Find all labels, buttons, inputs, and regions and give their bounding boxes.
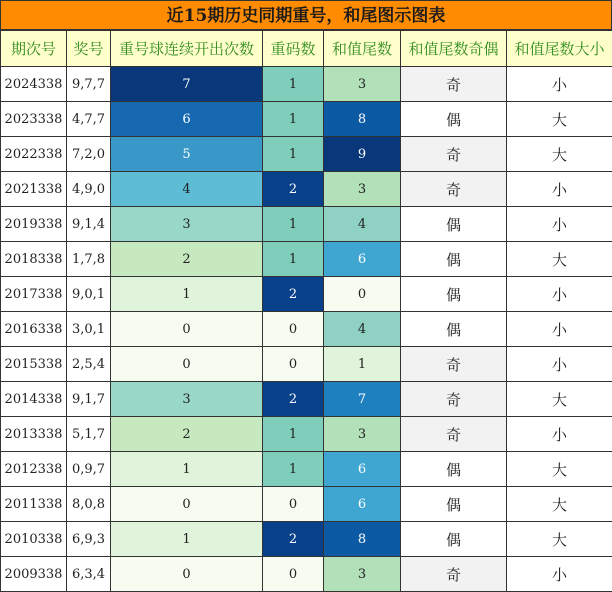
cell-tail: 9 [324, 137, 401, 172]
cell-numbers: 4,9,0 [67, 172, 111, 207]
cell-tail: 6 [324, 242, 401, 277]
table-row [1, 137, 612, 172]
cell-numbers: 9,1,7 [67, 382, 111, 417]
cell-parity: 奇 [401, 172, 507, 207]
cell-period: 2016338 [1, 312, 67, 347]
cell-parity: 奇 [401, 137, 507, 172]
table-row [1, 102, 612, 137]
cell-period: 2015338 [1, 347, 67, 382]
cell-size: 大 [507, 452, 612, 487]
cell-period: 2023338 [1, 102, 67, 137]
cell-parity: 偶 [401, 522, 507, 557]
cell-numbers: 5,1,7 [67, 417, 111, 452]
cell-period: 2011338 [1, 487, 67, 522]
header-repeat: 重码数 [263, 31, 324, 67]
cell-period: 2012338 [1, 452, 67, 487]
table-row [1, 67, 612, 102]
header-numbers: 奖号 [67, 31, 111, 67]
cell-size: 小 [507, 207, 612, 242]
cell-numbers: 8,0,8 [67, 487, 111, 522]
cell-repeat: 0 [263, 312, 324, 347]
cell-repeat: 1 [263, 102, 324, 137]
table-body [1, 67, 612, 592]
cell-repeat: 0 [263, 557, 324, 592]
cell-numbers: 6,3,4 [67, 557, 111, 592]
cell-consecutive: 2 [111, 417, 263, 452]
header-row [1, 31, 612, 67]
page-title: 近15期历史同期重号，和尾图示图表 [0, 0, 612, 30]
cell-period: 2013338 [1, 417, 67, 452]
cell-period: 2018338 [1, 242, 67, 277]
header-consecutive: 重号球连续开出次数 [111, 31, 263, 67]
cell-repeat: 1 [263, 417, 324, 452]
cell-parity: 奇 [401, 417, 507, 452]
cell-numbers: 9,0,1 [67, 277, 111, 312]
table-row [1, 312, 612, 347]
cell-consecutive: 7 [111, 67, 263, 102]
table-row [1, 522, 612, 557]
cell-consecutive: 1 [111, 277, 263, 312]
cell-tail: 6 [324, 487, 401, 522]
table-row [1, 207, 612, 242]
cell-consecutive: 2 [111, 242, 263, 277]
cell-size: 小 [507, 312, 612, 347]
cell-tail: 8 [324, 102, 401, 137]
cell-numbers: 1,7,8 [67, 242, 111, 277]
cell-parity: 偶 [401, 102, 507, 137]
table-row [1, 487, 612, 522]
cell-tail: 6 [324, 452, 401, 487]
cell-size: 大 [507, 137, 612, 172]
cell-numbers: 7,2,0 [67, 137, 111, 172]
cell-parity: 奇 [401, 67, 507, 102]
cell-tail: 4 [324, 207, 401, 242]
cell-repeat: 1 [263, 67, 324, 102]
cell-parity: 奇 [401, 382, 507, 417]
table-header [1, 31, 612, 67]
table-row [1, 277, 612, 312]
cell-period: 2009338 [1, 557, 67, 592]
header-parity: 和值尾数奇偶 [401, 31, 507, 67]
cell-consecutive: 1 [111, 522, 263, 557]
header-tail: 和值尾数 [324, 31, 401, 67]
cell-consecutive: 0 [111, 487, 263, 522]
cell-numbers: 4,7,7 [67, 102, 111, 137]
table-row [1, 172, 612, 207]
table-row [1, 417, 612, 452]
table-row [1, 242, 612, 277]
table-row [1, 452, 612, 487]
cell-parity: 奇 [401, 557, 507, 592]
cell-tail: 3 [324, 172, 401, 207]
cell-repeat: 2 [263, 277, 324, 312]
cell-tail: 3 [324, 557, 401, 592]
cell-period: 2019338 [1, 207, 67, 242]
cell-tail: 3 [324, 417, 401, 452]
cell-size: 大 [507, 382, 612, 417]
cell-parity: 偶 [401, 207, 507, 242]
cell-repeat: 1 [263, 137, 324, 172]
cell-consecutive: 3 [111, 382, 263, 417]
cell-tail: 1 [324, 347, 401, 382]
cell-consecutive: 1 [111, 452, 263, 487]
cell-numbers: 6,9,3 [67, 522, 111, 557]
cell-parity: 奇 [401, 347, 507, 382]
table-row [1, 347, 612, 382]
cell-tail: 4 [324, 312, 401, 347]
history-table [0, 30, 612, 592]
cell-size: 小 [507, 557, 612, 592]
cell-numbers: 2,5,4 [67, 347, 111, 382]
cell-parity: 偶 [401, 242, 507, 277]
cell-period: 2022338 [1, 137, 67, 172]
cell-repeat: 0 [263, 347, 324, 382]
cell-size: 小 [507, 417, 612, 452]
cell-consecutive: 0 [111, 347, 263, 382]
cell-parity: 偶 [401, 277, 507, 312]
table-row [1, 382, 612, 417]
cell-period: 2024338 [1, 67, 67, 102]
cell-numbers: 9,7,7 [67, 67, 111, 102]
header-period: 期次号 [1, 31, 67, 67]
cell-period: 2010338 [1, 522, 67, 557]
cell-tail: 0 [324, 277, 401, 312]
cell-parity: 偶 [401, 487, 507, 522]
cell-repeat: 2 [263, 522, 324, 557]
cell-consecutive: 6 [111, 102, 263, 137]
cell-repeat: 1 [263, 242, 324, 277]
cell-size: 大 [507, 102, 612, 137]
cell-numbers: 3,0,1 [67, 312, 111, 347]
cell-tail: 3 [324, 67, 401, 102]
cell-consecutive: 4 [111, 172, 263, 207]
cell-period: 2021338 [1, 172, 67, 207]
cell-consecutive: 0 [111, 557, 263, 592]
cell-tail: 7 [324, 382, 401, 417]
cell-parity: 偶 [401, 452, 507, 487]
cell-repeat: 0 [263, 487, 324, 522]
cell-repeat: 2 [263, 172, 324, 207]
cell-size: 小 [507, 67, 612, 102]
cell-period: 2017338 [1, 277, 67, 312]
cell-size: 大 [507, 522, 612, 557]
cell-tail: 8 [324, 522, 401, 557]
cell-parity: 偶 [401, 312, 507, 347]
cell-repeat: 1 [263, 207, 324, 242]
cell-consecutive: 3 [111, 207, 263, 242]
table-row [1, 557, 612, 592]
header-size: 和值尾数大小 [507, 31, 612, 67]
cell-numbers: 9,1,4 [67, 207, 111, 242]
cell-size: 大 [507, 487, 612, 522]
cell-repeat: 2 [263, 382, 324, 417]
cell-repeat: 1 [263, 452, 324, 487]
cell-size: 小 [507, 172, 612, 207]
cell-consecutive: 5 [111, 137, 263, 172]
cell-consecutive: 0 [111, 312, 263, 347]
cell-numbers: 0,9,7 [67, 452, 111, 487]
cell-size: 大 [507, 242, 612, 277]
cell-period: 2014338 [1, 382, 67, 417]
cell-size: 小 [507, 277, 612, 312]
cell-size: 小 [507, 347, 612, 382]
